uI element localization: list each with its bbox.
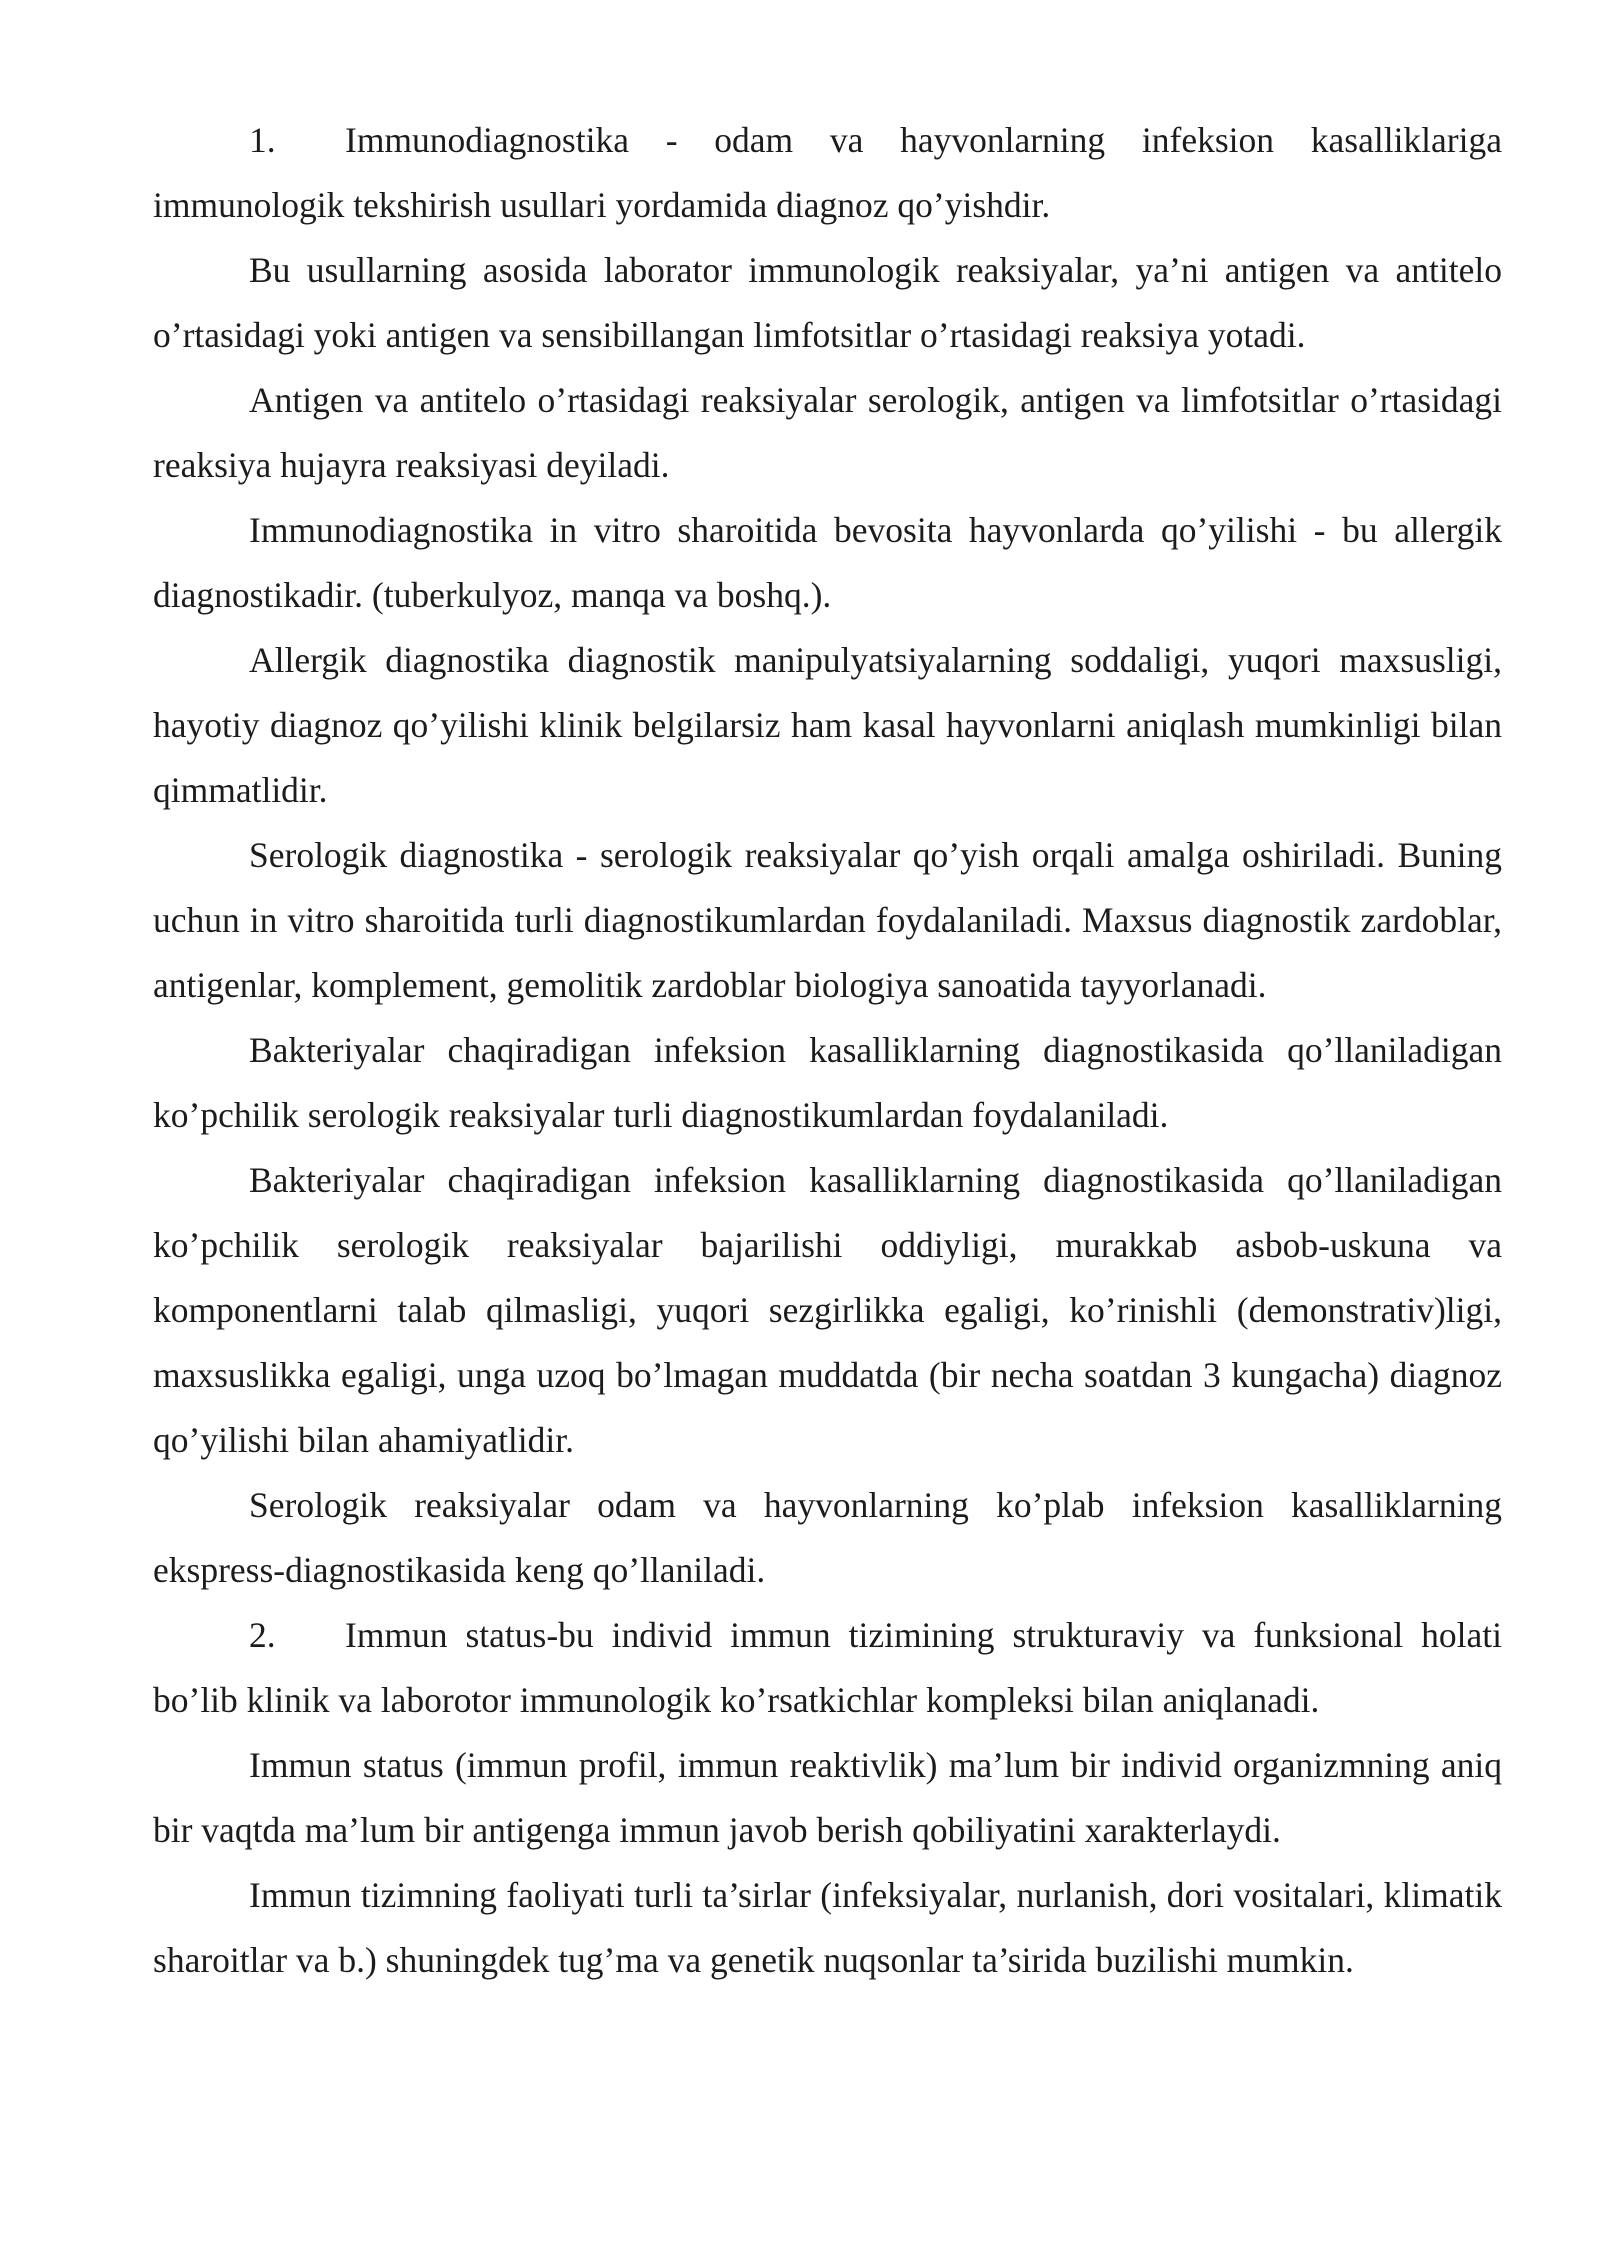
paragraph: Serologik diagnostika - serologik reaksiyalar qo’yish orqali amalga oshiriladi. Buning uchun in vitro sharoitida turli diagnostikumlardan foydalaniladi. Maxsus diagnostik zardoblar, antigenlar, komplement, gemolitik zardoblar biologiya sanoatida tayyorlanadi. bbox=[153, 835, 1502, 1005]
paragraph: Immun status (immun profil, immun reaktivlik) ma’lum bir individ organizmning aniq bir vaqtda ma’lum bir antigenga immun javob berish qobiliyatini xarakterlaydi. bbox=[153, 1745, 1502, 1850]
item-text: Immun status-bu individ immun tizimining strukturaviy va funksional holati bo’lib klinik va laborotor immunologik ko’rsatkichlar kompleksi bilan aniqlanadi. bbox=[153, 1615, 1502, 1720]
item-number: 2. bbox=[249, 1615, 276, 1655]
paragraph: Bu usullarning asosida laborator immunologik reaksiyalar, ya’ni antigen va antitelo o’rtasidagi yoki antigen va sensibillangan limfotsitlar o’rtasidagi reaksiya yotadi. bbox=[153, 250, 1502, 355]
paragraph: Immunodiagnostika in vitro sharoitida bevosita hayvonlarda qo’yilishi - bu allergik diagnostikadir. (tuberkulyoz, manqa va boshq.). bbox=[153, 510, 1502, 615]
numbered-item-1 bbox=[153, 108, 1502, 238]
paragraph: Immun tizimning faoliyati turli ta’sirlar (infeksiyalar, nurlanish, dori vositalari, klimatik sharoitlar va b.) shuningdek tug’ma va genetik nuqsonlar ta’sirida buzilishi mumkin. bbox=[153, 1875, 1502, 1980]
numbered-item-2 bbox=[153, 1603, 1502, 1733]
paragraph: Allergik diagnostika diagnostik manipulyatsiyalarning soddaligi, yuqori maxsusligi, hayotiy diagnoz qo’yilishi klinik belgilarsiz ham kasal hayvonlarni aniqlash mumkinligi bilan qimmatlidir. bbox=[153, 640, 1502, 810]
item-number: 1. bbox=[249, 120, 276, 160]
paragraph: Bakteriyalar chaqiradigan infeksion kasalliklarning diagnostikasida qo’llaniladigan ko’pchilik serologik reaksiyalar turli diagnostikumlardan foydalaniladi. bbox=[153, 1030, 1502, 1135]
item-text: Immunodiagnostika - odam va hayvonlarning infeksion kasalliklariga immunologik tekshirish usullari yordamida diagnoz qo’yishdir. bbox=[153, 120, 1502, 225]
paragraph: Bakteriyalar chaqiradigan infeksion kasalliklarning diagnostikasida qo’llaniladigan ko’pchilik serologik reaksiyalar bajarilishi oddiyligi, murakkab asbob-uskuna va komponentlarni talab qilmasligi, yuqori sezgirlikka egaligi, ko’rinishli (demonstrativ)ligi, maxsuslikka egaligi, unga uzoq bo’lmagan muddatda (bir necha soatdan 3 kungacha) diagnoz qo’yilishi bilan ahamiyatlidir. bbox=[153, 1160, 1502, 1460]
paragraph: Serologik reaksiyalar odam va hayvonlarning ko’plab infeksion kasalliklarning ekspress-diagnostikasida keng qo’llaniladi. bbox=[153, 1485, 1502, 1590]
paragraph: Antigen va antitelo o’rtasidagi reaksiyalar serologik, antigen va limfotsitlar o’rtasidagi reaksiya hujayra reaksiyasi deyiladi. bbox=[153, 380, 1502, 485]
document-page bbox=[153, 108, 1502, 1993]
